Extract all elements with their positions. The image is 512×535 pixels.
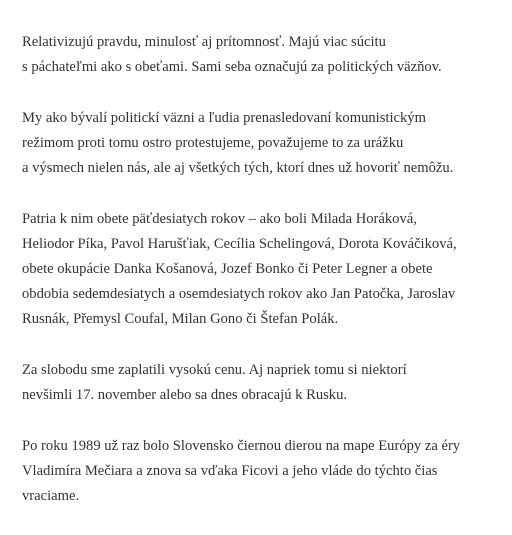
paragraph-line: s páchateľmi ako s obeťami. Sami seba označujú za politických väzňov.	[22, 59, 442, 75]
paragraph-freedom	[22, 358, 490, 408]
paragraph-line: vraciame.	[22, 488, 80, 504]
paragraph-line: Za slobodu sme zaplatili vysokú cenu. Aj napriek tomu si niektorí	[22, 362, 407, 378]
paragraph-line: Po roku 1989 už raz bolo Slovensko čiernou dierou na mape Európy za éry	[22, 438, 461, 454]
paragraph-line: Heliodor Píka, Pavol Harušťiak, Cecília Schelingová, Dorota Kováčiková,	[22, 236, 457, 252]
paragraph-line: nevšimli 17. november alebo sa dnes obracajú k Rusku.	[22, 387, 348, 403]
paragraph-line: Relativizujú pravdu, minulosť aj prítomnosť. Majú viac súcitu	[22, 34, 386, 50]
paragraph-protest	[22, 106, 490, 181]
paragraph-line: Patria k nim obete päťdesiatych rokov – ako boli Milada Horáková,	[22, 211, 417, 227]
paragraph-line: Rusnák, Přemysl Coufal, Milan Gono či Štefan Polák.	[22, 311, 339, 327]
paragraph-line: obete okupácie Danka Košanová, Jozef Bonko či Peter Legner a obete	[22, 261, 433, 277]
paragraph-line: Vladimíra Mečiara a znova sa vďaka Ficovi a jeho vláde do týchto čias	[22, 463, 438, 479]
paragraph-line: a výsmech nielen nás, ale aj všetkých tých, ktorí dnes už hovoriť nemôžu.	[22, 160, 454, 176]
paragraph-after-1989	[22, 434, 490, 509]
paragraph-victims	[22, 207, 490, 332]
paragraph-line: My ako bývalí politickí väzni a ľudia prenasledovaní komunistickým	[22, 110, 426, 126]
paragraph-relativization	[22, 30, 490, 80]
paragraph-line: obdobia sedemdesiatych a osemdesiatych rokov ako Jan Patočka, Jaroslav	[22, 286, 456, 302]
paragraph-line: režimom proti tomu ostro protestujeme, považujeme to za urážku	[22, 135, 404, 151]
article-body	[22, 30, 490, 535]
clipped-previous-line	[22, 0, 492, 6]
